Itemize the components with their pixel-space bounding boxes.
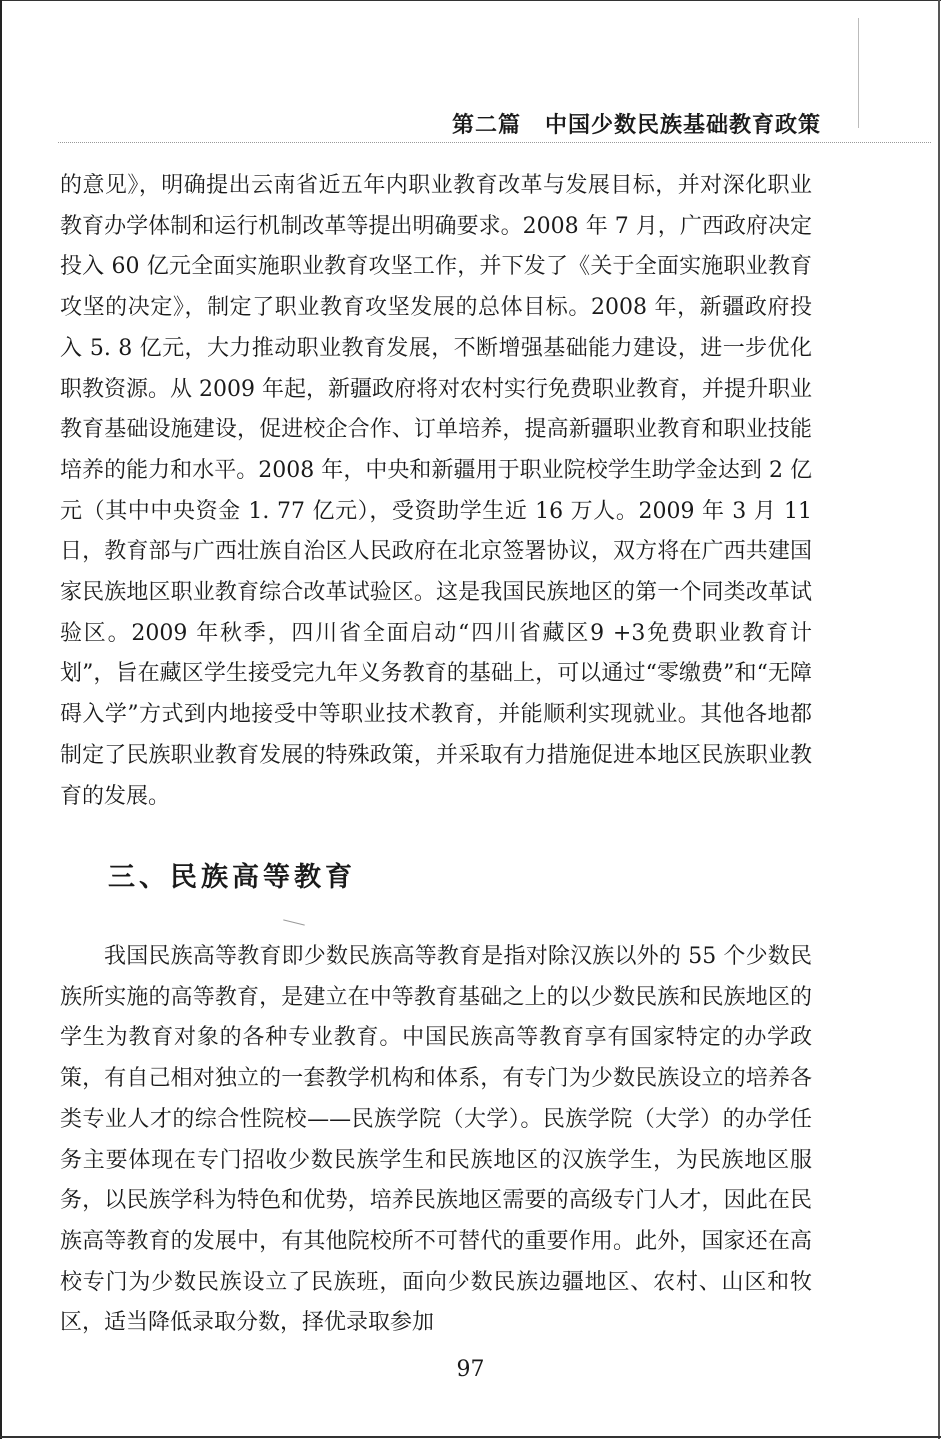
body-text-after-heading (60, 937, 812, 1344)
running-head-part: 第二篇 (451, 113, 521, 138)
running-head-title: 中国少数民族基础教育政策 (544, 113, 821, 138)
paragraph: 我国民族高等教育即少数民族高等教育是指对除汉族以外的 55 个少数民族所实施的高等教育，是建立在中等教育基础之上的以少数民族和民族地区的学生为教育对象的各种专业教育。中国民族高等教育享有国家特定的办学政策，有自己相对独立的一套教学机构和体系，有专门为少数民族设立的培养各类专业人才的综合性院校——民族学院（大学）。民族学院（大学）的办学任务主要体现在专门招收少数民族学生和民族地区的汉族学生，为民族地区服务，以民族学科为特色和优势，培养民族地区需要的高级专门人才，因此在民族高等教育的发展中，有其他院校所不可替代的重要作用。此外，国家还在高校专门为少数民族设立了民族班，面向少数民族边疆地区、农村、山区和牧区，适当降低录取分数，择优录取参加 (60, 944, 812, 1336)
body-text-before-heading (60, 166, 812, 817)
scan-border-bottom (0, 1436, 941, 1438)
section-heading: 三、民族高等教育 (108, 862, 356, 893)
header-rule (58, 142, 931, 143)
paragraph: 的意见》，明确提出云南省近五年内职业教育改革与发展目标，并对深化职业教育办学体制和运行机制改革等提出明确要求。2008 年 7 月，广西政府决定投入 60 亿元全面实施职业教育攻坚工作，并下发了《关于全面实施职业教育攻坚的决定》，制定了职业教育攻坚发展的总体目标。2008 年，新疆政府投入 5. 8 亿元，大力推动职业教育发展，不断增强基础能力建设，进一步优化职教资源。从 2009 年起，新疆政府将对农村实行免费职业教育，并提升职业教育基础设施建设，促进校企合作、订单培养，提高新疆职业教育和职业技能培养的能力和水平。2008 年，中央和新疆用于职业院校学生助学金达到 2 亿元（其中中央资金 1. 77 亿元），受资助学生近 16 万人。2009 年 3 月 11 日，教育部与广西壮族自治区人民政府在北京签署协议，双方将在广西共建国家民族地区职业教育综合改革试验区。这是我国民族地区的第一个同类改革试验区。2009 年秋季，四川省全面启动“四川省藏区9 +3免费职业教育计划”，旨在藏区学生接受完九年义务教育的基础上，可以通过“零缴费”和“无障碍入学”方式到内地接受中等职业技术教育，并能顺利实现就业。其他各地都制定了民族职业教育发展的特殊政策，并采取有力措施促进本地区民族职业教育的发展。 (60, 173, 812, 809)
scan-artifact-mark (283, 919, 305, 925)
running-head (452, 108, 821, 139)
scan-border-top (0, 0, 941, 1)
scan-border-left (0, 0, 2, 1439)
scan-border-right (938, 0, 940, 1439)
page-number: 97 (456, 1357, 485, 1382)
page-edge-mark (858, 18, 859, 128)
